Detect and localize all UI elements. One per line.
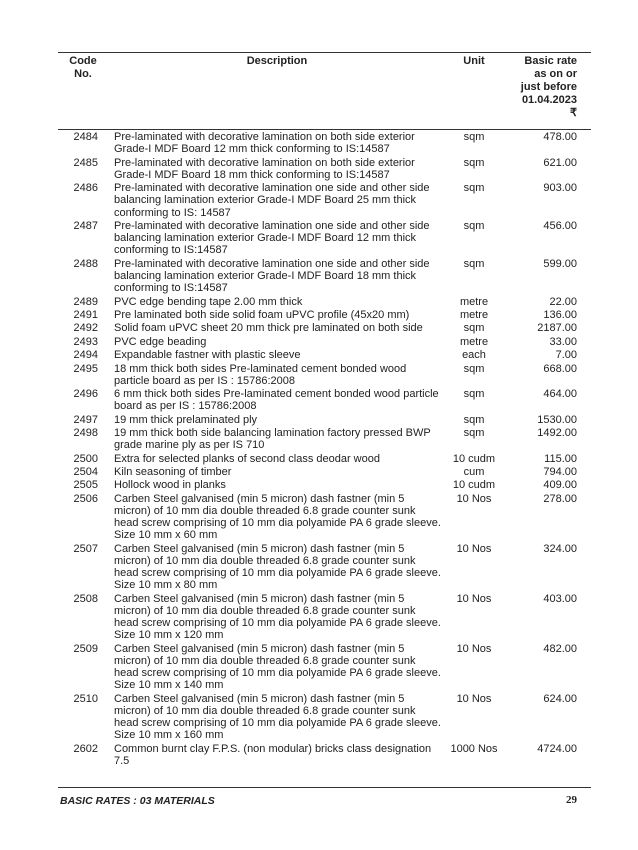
item-code: 2500: [73, 452, 98, 465]
item-unit: 10 Nos: [456, 592, 492, 605]
item-code: 2493: [73, 335, 98, 348]
item-basic-rate: 33.00: [549, 335, 577, 348]
item-basic-rate: 1530.00: [537, 413, 577, 426]
item-code: 2484: [73, 131, 98, 143]
item-unit: sqm: [463, 413, 485, 426]
item-code: 2505: [73, 479, 98, 492]
footer-rule: [58, 787, 591, 788]
item-basic-rate: 1492.00: [537, 427, 577, 440]
item-basic-rate: 621.00: [543, 156, 577, 169]
item-code: 2494: [73, 349, 98, 362]
item-description: Pre-laminated with decorative lamination one side and other side balancing lamination exterior Grade-I MDF Board 18 mm thick conforming to IS:14587: [114, 257, 430, 295]
item-description: Carben Steel galvanised (min 5 micron) dash fastner (min 5 micron) of 10 mm dia double threaded 6.8 grade counter sunk head screw comprising of 10 mm dia polyamide PA 6 grade sleeve. Size 10 mm x 60 mm: [114, 492, 441, 542]
table-row: [0, 349, 638, 362]
item-description: Pre laminated both side solid foam uPVC profile (45x20 mm): [114, 308, 410, 321]
item-code: 2487: [73, 219, 98, 232]
item-basic-rate: 456.00: [543, 219, 577, 232]
item-unit: sqm: [463, 257, 485, 270]
item-unit: 10 cudm: [452, 452, 496, 465]
item-basic-rate: 624.00: [543, 692, 577, 705]
table-row: [0, 322, 638, 335]
item-basic-rate: 7.00: [555, 349, 577, 362]
item-description: Pre-laminated with decorative lamination one side and other side balancing lamination exterior Grade-I MDF Board 12 mm thick conforming to IS:14587: [114, 219, 430, 257]
item-code: 2508: [73, 592, 98, 605]
item-description: 6 mm thick both sides Pre-laminated cement bonded wood particle board as per IS : 15786:2008: [114, 388, 439, 413]
item-description: Carben Steel galvanised (min 5 micron) dash fastner (min 5 micron) of 10 mm dia double threaded 6.8 grade counter sunk head screw comprising of 10 mm dia polyamide PA 6 grade sleeve. Size 10 mm x 80 mm: [114, 542, 441, 592]
item-unit: sqm: [463, 427, 485, 440]
item-basic-rate: 4724.00: [537, 742, 577, 755]
item-unit: 10 cudm: [452, 479, 496, 492]
item-unit: 1000 Nos: [450, 742, 498, 755]
item-unit: sqm: [463, 182, 485, 195]
item-description: 18 mm thick both sides Pre-laminated cement bonded wood particle board as per IS : 15786:2008: [114, 362, 407, 387]
table-row: [0, 593, 638, 643]
item-code: 2602: [73, 742, 98, 755]
item-description: Pre-laminated with decorative lamination on both side exterior Grade-I MDF Board 12 mm thick conforming to IS:14587: [114, 131, 415, 156]
item-unit: sqm: [463, 322, 485, 335]
item-code: 2497: [73, 413, 98, 426]
column-header-unit: Unit: [463, 55, 485, 67]
item-unit: sqm: [463, 362, 485, 375]
item-code: 2507: [73, 542, 98, 555]
item-description: Kiln seasoning of timber: [114, 466, 232, 479]
item-description: Hollock wood in planks: [114, 479, 226, 492]
page-number: 29: [566, 794, 577, 806]
table-row: [0, 543, 638, 593]
table-row: [0, 693, 638, 743]
item-description: Solid foam uPVC sheet 20 mm thick pre laminated on both side: [114, 322, 423, 335]
item-unit: sqm: [463, 131, 485, 143]
table-row: [0, 414, 638, 427]
item-code: 2485: [73, 156, 98, 169]
header-bottom-rule: [58, 129, 591, 130]
item-code: 2495: [73, 362, 98, 375]
item-basic-rate: 668.00: [543, 362, 577, 375]
table-row: [0, 363, 638, 389]
item-unit: sqm: [463, 156, 485, 169]
table-row: [0, 131, 638, 157]
item-unit: 10 Nos: [456, 542, 492, 555]
item-code: 2488: [73, 257, 98, 270]
item-basic-rate: 2187.00: [537, 322, 577, 335]
item-description: 19 mm thick prelaminated ply: [114, 413, 258, 426]
item-unit: metre: [459, 308, 489, 321]
item-unit: sqm: [463, 388, 485, 401]
item-unit: 10 Nos: [456, 642, 492, 655]
table-row: [0, 742, 638, 768]
item-code: 2492: [73, 322, 98, 335]
item-description: PVC edge beading: [114, 335, 207, 348]
table-row: [0, 336, 638, 349]
column-header-code: Code No.: [69, 55, 97, 80]
item-basic-rate: 464.00: [543, 388, 577, 401]
item-basic-rate: 794.00: [543, 466, 577, 479]
item-unit: 10 Nos: [456, 692, 492, 705]
table-row: [0, 157, 638, 183]
table-row: [0, 220, 638, 258]
item-code: 2496: [73, 388, 98, 401]
table-row: [0, 453, 638, 466]
table-row: [0, 493, 638, 543]
column-header-description: Description: [246, 55, 308, 67]
item-basic-rate: 482.00: [543, 642, 577, 655]
table-row: [0, 466, 638, 479]
item-basic-rate: 136.00: [543, 308, 577, 321]
item-description: Carben Steel galvanised (min 5 micron) dash fastner (min 5 micron) of 10 mm dia double threaded 6.8 grade counter sunk head screw comprising of 10 mm dia polyamide PA 6 grade sleeve. Size 10 mm x 160 mm: [114, 692, 441, 742]
table-row: [0, 258, 638, 296]
table-row: [0, 388, 638, 414]
item-unit: metre: [459, 335, 489, 348]
item-code: 2509: [73, 642, 98, 655]
item-basic-rate: 324.00: [543, 542, 577, 555]
rates-table-body: [0, 131, 638, 768]
table-row: [0, 427, 638, 453]
item-code: 2486: [73, 182, 98, 195]
item-description: Pre-laminated with decorative lamination on both side exterior Grade-I MDF Board 18 mm thick conforming to IS:14587: [114, 156, 415, 181]
footer-section-title: BASIC RATES : 03 MATERIALS: [60, 795, 215, 807]
header-top-rule: [58, 52, 591, 53]
item-description: Carben Steel galvanised (min 5 micron) dash fastner (min 5 micron) of 10 mm dia double threaded 6.8 grade counter sunk head screw comprising of 10 mm dia polyamide PA 6 grade sleeve. Size 10 mm x 140 mm: [114, 642, 441, 692]
item-description: 19 mm thick both side balancing lamination factory pressed BWP grade marine ply as per IS 710: [114, 427, 431, 452]
item-description: Pre-laminated with decorative lamination one side and other side balancing lamination exterior Grade-I MDF Board 25 mm thick conforming to IS: 14587: [114, 182, 430, 219]
item-basic-rate: 278.00: [543, 492, 577, 505]
item-description: Carben Steel galvanised (min 5 micron) dash fastner (min 5 micron) of 10 mm dia double threaded 6.8 grade counter sunk head screw comprising of 10 mm dia polyamide PA 6 grade sleeve. Size 10 mm x 120 mm: [114, 592, 441, 642]
item-code: 2498: [73, 427, 98, 440]
item-description: Expandable fastner with plastic sleeve: [114, 349, 301, 362]
item-unit: 10 Nos: [456, 492, 492, 505]
item-unit: cum: [463, 466, 485, 479]
item-description: Extra for selected planks of second class deodar wood: [114, 452, 380, 465]
item-unit: each: [462, 349, 486, 362]
item-basic-rate: 115.00: [544, 452, 577, 465]
item-unit: sqm: [463, 219, 485, 232]
item-code: 2504: [73, 466, 98, 479]
table-row: [0, 479, 638, 492]
table-row: [0, 643, 638, 693]
item-description: PVC edge bending tape 2.00 mm thick: [114, 295, 303, 308]
item-basic-rate: 478.00: [543, 131, 577, 143]
table-row: [0, 309, 638, 322]
item-description: Common burnt clay F.P.S. (non modular) bricks class designation 7.5: [114, 742, 432, 768]
item-code: 2510: [73, 692, 98, 705]
item-code: 2489: [73, 295, 98, 308]
item-code: 2491: [73, 308, 98, 321]
item-basic-rate: 409.00: [543, 479, 577, 492]
item-basic-rate: 903.00: [543, 182, 577, 195]
table-row: [0, 296, 638, 309]
item-basic-rate: 403.00: [543, 592, 577, 605]
item-basic-rate: 22.00: [549, 295, 577, 308]
item-unit: metre: [459, 295, 489, 308]
column-header-basic-rate: Basic rate as on or just before 01.04.2023 ₹: [520, 55, 577, 119]
table-row: [0, 182, 638, 220]
item-code: 2506: [73, 492, 98, 505]
item-basic-rate: 599.00: [543, 257, 577, 270]
